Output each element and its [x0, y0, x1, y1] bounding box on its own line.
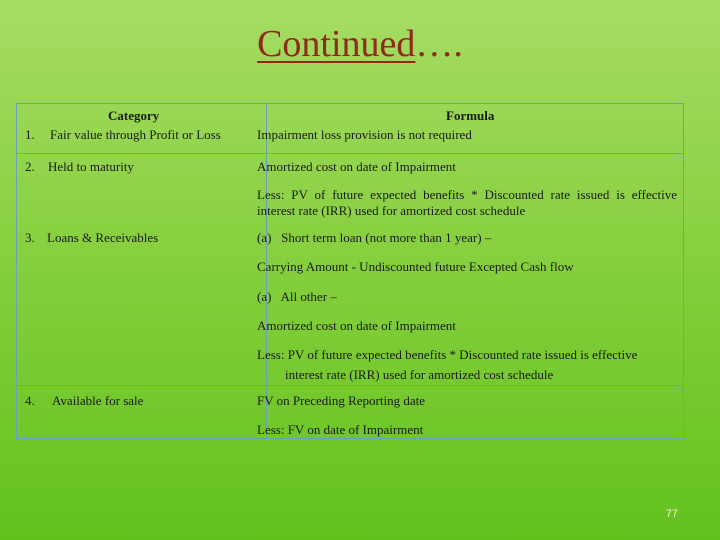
slide-title-suffix: ….: [415, 23, 463, 65]
row-divider: [17, 153, 683, 154]
row-4-formula-line: Less: FV on date of Impairment: [257, 422, 424, 437]
row-4-number: 4.: [25, 393, 35, 408]
impairment-table: [16, 103, 684, 439]
row-1-number: 1.: [25, 127, 35, 142]
row-2-category: Held to maturity: [48, 159, 134, 174]
row-4-formula-line: FV on Preceding Reporting date: [257, 393, 426, 408]
row-2-formula-line: Amortized cost on date of Impairment: [257, 159, 456, 174]
row-4-category: Available for sale: [52, 393, 144, 408]
row-3-formula-line: (a) Short term loan (not more than 1 year) –: [257, 230, 492, 245]
row-1-formula-line: Impairment loss provision is not required: [257, 127, 472, 142]
row-2-formula-line: Less: PV of future expected benefits * Discounted rate issued is effective interest rate (IRR) used for amortized cost schedule: [257, 187, 677, 218]
row-3-formula-line: Carrying Amount - Undiscounted future Excepted Cash flow: [257, 259, 574, 274]
row-3-category: Loans & Receivables: [47, 230, 159, 245]
row-3-formula-line: Amortized cost on date of Impairment: [257, 318, 456, 333]
header-formula: Formula: [446, 108, 495, 123]
row-3-formula-line: (a) All other –: [257, 289, 337, 304]
row-3-number: 3.: [25, 230, 35, 245]
row-3-formula-line: interest rate (IRR) used for amortized cost schedule: [285, 367, 554, 382]
row-1-category: Fair value through Profit or Loss: [50, 127, 221, 142]
slide-title-text: Continued: [257, 23, 416, 65]
page-number: 77: [665, 508, 678, 520]
header-category: Category: [108, 108, 160, 123]
row-2-number: 2.: [25, 159, 35, 174]
row-divider: [17, 385, 683, 386]
row-3-formula-line: Less: PV of future expected benefits * Discounted rate issued is effective: [257, 347, 638, 362]
slide-title: [0, 22, 720, 66]
